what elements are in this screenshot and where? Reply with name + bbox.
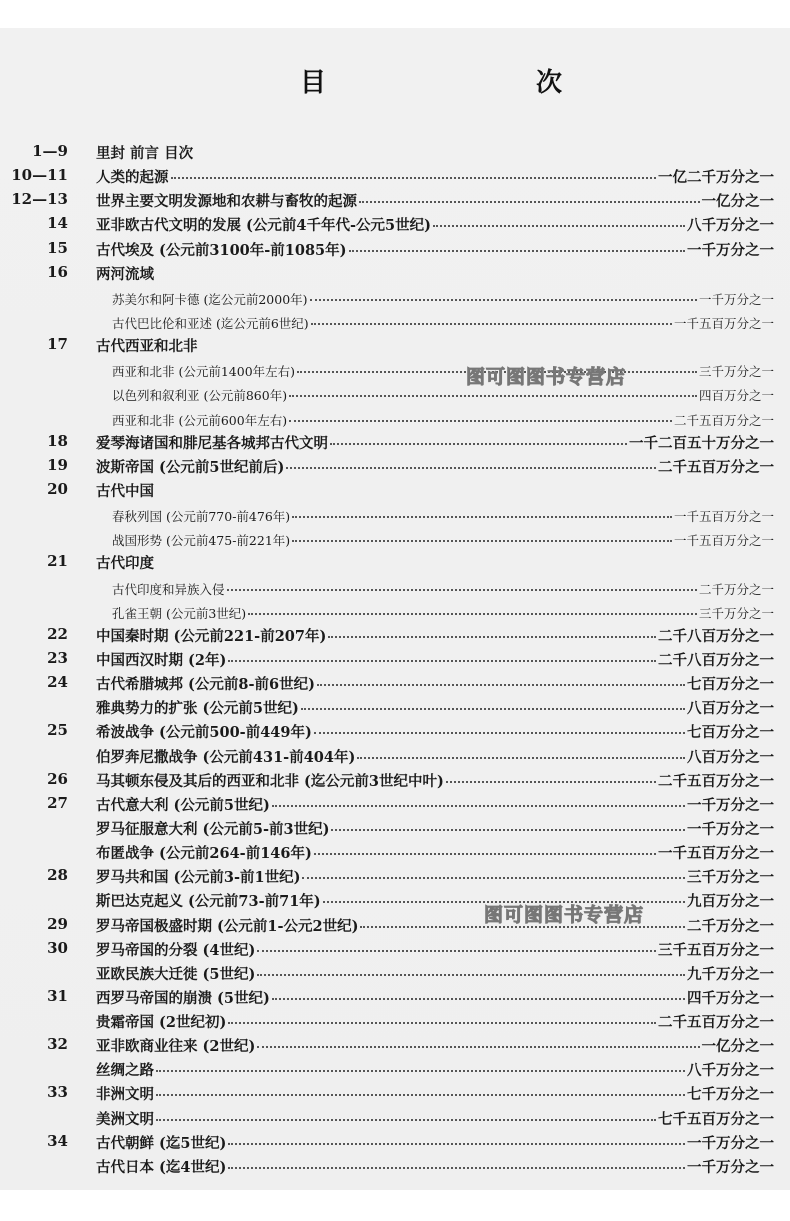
- toc-entry: [96, 939, 774, 960]
- toc-row: [0, 212, 790, 236]
- toc-entry-scale: 一千二百五十万分之一: [629, 434, 774, 452]
- toc-entry-label: 斯巴达克起义 (公元前73-前71年): [96, 893, 321, 911]
- toc-entry: [96, 963, 774, 984]
- toc-entry-scale: 八千万分之一: [687, 1062, 774, 1080]
- toc-entry: [96, 842, 774, 863]
- toc-entry-label: 古代朝鲜 (迄5世纪): [96, 1134, 227, 1152]
- toc-entry-label: 波斯帝国 (公元前5世纪前后): [96, 458, 285, 476]
- toc-row: [0, 768, 790, 792]
- dot-leader: [156, 1069, 685, 1072]
- toc-entry-label: 丝绸之路: [96, 1062, 154, 1080]
- toc-entry-scale: 一千万分之一: [687, 1158, 774, 1176]
- toc-entry: [112, 290, 774, 308]
- toc-entry: [96, 987, 774, 1008]
- toc-entry-scale: 一千万分之一: [687, 820, 774, 838]
- toc-entry-label: 古代意大利 (公元前5世纪): [96, 796, 270, 814]
- toc-row: [0, 792, 790, 816]
- toc-entry-label: 两河流域: [96, 265, 154, 283]
- toc-row: [0, 961, 790, 985]
- toc-row: [0, 285, 790, 309]
- toc-entry: [96, 190, 774, 211]
- title-char-1: 目: [300, 68, 327, 98]
- toc-entry: [96, 697, 774, 718]
- toc-row: [0, 985, 790, 1009]
- toc-entry-scale: 一千万分之一: [687, 1134, 774, 1152]
- toc-entry: [96, 890, 774, 911]
- dot-leader: [272, 997, 685, 1000]
- toc-entry-scale: 九百万分之一: [687, 893, 774, 911]
- toc-entry-label: 以色列和叙利亚 (公元前860年): [112, 388, 288, 404]
- toc-page-number: 14: [47, 214, 68, 233]
- toc-row: [0, 695, 790, 719]
- toc-entry: [96, 818, 774, 839]
- toc-entry-label: 古代中国: [96, 482, 154, 500]
- toc-entry: [112, 580, 774, 598]
- toc-entry: [96, 1108, 774, 1129]
- toc-entry: [96, 673, 774, 694]
- toc-entry-scale: 八百万分之一: [687, 700, 774, 718]
- toc-entry: [112, 507, 774, 525]
- toc-page-number: 28: [47, 866, 68, 885]
- toc-entry-label: 春秋列国 (公元前770-前476年): [112, 509, 291, 525]
- dot-leader: [357, 756, 685, 759]
- toc-entry-label: 伯罗奔尼撒战争 (公元前431-前404年): [96, 748, 356, 766]
- dot-leader: [301, 707, 685, 710]
- toc-page-number: 21: [47, 552, 68, 571]
- toc-entry: [96, 625, 774, 646]
- toc-row: [0, 502, 790, 526]
- dot-leader: [228, 1166, 685, 1169]
- toc-page-number: 27: [47, 793, 68, 812]
- dot-leader: [349, 249, 686, 252]
- toc-page-number: 15: [47, 238, 68, 257]
- toc-entry-label: 西亚和北非 (公元前600年左右): [112, 412, 288, 428]
- toc-entry: [96, 239, 774, 260]
- dot-leader: [228, 1021, 656, 1024]
- toc-entry-scale: 二千八百万分之一: [658, 627, 774, 645]
- toc-entry-label: 古代西亚和北非: [96, 338, 198, 356]
- toc-entry-label: 罗马征服意大利 (公元前5-前3世纪): [96, 820, 330, 838]
- toc-entry-label: 亚欧民族大迁徙 (5世纪): [96, 965, 256, 983]
- toc-entry: [96, 1035, 774, 1056]
- toc-entry-scale: 一亿分之一: [701, 193, 774, 211]
- toc-row: [0, 888, 790, 912]
- dot-leader: [292, 515, 672, 518]
- toc-row: [0, 864, 790, 888]
- dot-leader: [156, 1118, 656, 1121]
- dot-leader: [227, 588, 697, 591]
- toc-entry-label: 亚非欧商业往来 (2世纪): [96, 1038, 256, 1056]
- dot-leader: [317, 683, 685, 686]
- toc-page-number: 34: [47, 1131, 68, 1150]
- toc-entry: [96, 335, 774, 356]
- dot-leader: [248, 612, 697, 615]
- page-title: [0, 62, 790, 102]
- toc-entry-scale: 七千万分之一: [687, 1086, 774, 1104]
- toc-entry-label: 布匿战争 (公元前264-前146年): [96, 845, 312, 863]
- toc-entry-scale: 三千万分之一: [698, 605, 774, 621]
- toc-entry-scale: 二千万分之一: [698, 581, 774, 597]
- dot-leader: [314, 852, 656, 855]
- toc-page-number: 20: [47, 479, 68, 498]
- toc-row: [0, 406, 790, 430]
- toc-page-number: 32: [47, 1035, 68, 1054]
- toc-entry: [96, 1156, 774, 1177]
- toc-row: [0, 1081, 790, 1105]
- toc-entry-label: 希波战争 (公元前500-前449年): [96, 724, 312, 742]
- dot-leader: [272, 804, 685, 807]
- toc-entry-scale: 八百万分之一: [687, 748, 774, 766]
- toc-entry: [96, 480, 774, 501]
- dot-leader: [433, 224, 685, 227]
- toc-entry: [96, 214, 774, 235]
- toc-row: [0, 647, 790, 671]
- toc-row: [0, 478, 790, 502]
- toc-entry-label: 古代印度: [96, 555, 154, 573]
- toc-row: [0, 357, 790, 381]
- toc-entry-label: 战国形势 (公元前475-前221年): [112, 533, 291, 549]
- toc-row: [0, 164, 790, 188]
- toc-entry-label: 古代日本 (迄4世纪): [96, 1158, 227, 1176]
- dot-leader: [310, 298, 697, 301]
- toc-row: [0, 430, 790, 454]
- toc-entry: [96, 746, 774, 767]
- toc-entry-scale: 一千万分之一: [687, 796, 774, 814]
- toc-entry-label: 爱琴海诸国和腓尼基各城邦古代文明: [96, 434, 328, 452]
- toc-page-number: 25: [47, 721, 68, 740]
- toc-entry: [96, 166, 774, 187]
- toc-entry-label: 雅典势力的扩张 (公元前5世纪): [96, 700, 299, 718]
- toc-row: [0, 744, 790, 768]
- toc-entry-scale: 一亿二千万分之一: [658, 169, 774, 187]
- toc-row: [0, 237, 790, 261]
- toc-entry-scale: 二千八百万分之一: [658, 651, 774, 669]
- dot-leader: [331, 828, 685, 831]
- toc-entry-scale: 一亿分之一: [701, 1038, 774, 1056]
- toc-entry: [112, 386, 774, 404]
- toc-page-number: 33: [47, 1083, 68, 1102]
- toc-row: [0, 816, 790, 840]
- toc-entry: [96, 552, 774, 573]
- toc-page-number: 18: [47, 431, 68, 450]
- toc-entry-scale: 三千万分之一: [698, 364, 774, 380]
- toc-entry: [112, 314, 774, 332]
- toc-entry: [96, 263, 774, 284]
- toc-row: [0, 671, 790, 695]
- toc-row: [0, 1154, 790, 1178]
- toc-entry-label: 亚非欧古代文明的发展 (公元前4千年代-公元5世纪): [96, 217, 431, 235]
- toc-entry-label: 里封 前言 目次: [96, 145, 194, 162]
- toc-entry: [96, 1011, 774, 1032]
- toc-entry-scale: 七千五百万分之一: [658, 1110, 774, 1128]
- toc-entry-label: 非洲文明: [96, 1086, 154, 1104]
- watermark-store-2: 图可图图书专营店: [484, 904, 645, 926]
- toc-row: [0, 575, 790, 599]
- toc-entry-label: 古代埃及 (公元前3100年-前1085年): [96, 241, 347, 259]
- toc-entry-scale: 二千万分之一: [687, 917, 774, 935]
- toc-entry-label: 贵霜帝国 (2世纪初): [96, 1014, 227, 1032]
- dot-leader: [156, 1093, 685, 1096]
- toc-entry-label: 古代印度和异族入侵: [112, 581, 225, 597]
- toc-entry-scale: 四千万分之一: [687, 989, 774, 1007]
- dot-leader: [257, 949, 656, 952]
- toc-entry: [96, 432, 774, 453]
- toc-entry-label: 古代希腊城邦 (公元前8-前6世纪): [96, 676, 315, 694]
- toc-entry-label: 美洲文明: [96, 1110, 154, 1128]
- toc-entry-label: 古代巴比伦和亚述 (迄公元前6世纪): [112, 315, 309, 331]
- toc-entry: [96, 721, 774, 742]
- dot-leader: [328, 635, 656, 638]
- toc-page-number: 22: [47, 624, 68, 643]
- toc-entry: [112, 604, 774, 622]
- toc-entry-scale: 一千五百万分之一: [673, 509, 774, 525]
- toc-row: [0, 840, 790, 864]
- toc-entry: [96, 1083, 774, 1104]
- dot-leader: [330, 442, 627, 445]
- toc-entry: [112, 531, 774, 549]
- toc-page-number: 10—11: [11, 166, 68, 185]
- dot-leader: [257, 1045, 699, 1048]
- toc-list: [0, 140, 790, 1178]
- toc-entry: [112, 362, 774, 380]
- toc-row: [0, 1033, 790, 1057]
- toc-row: [0, 913, 790, 937]
- toc-entry-label: 罗马共和国 (公元前3-前1世纪): [96, 869, 301, 887]
- toc-entry-label: 罗马帝国极盛时期 (公元前1-公元2世纪): [96, 917, 359, 935]
- toc-entry-scale: 一千五百万分之一: [658, 845, 774, 863]
- toc-row: [0, 550, 790, 574]
- dot-leader: [292, 539, 672, 542]
- dot-leader: [302, 876, 685, 879]
- toc-row: [0, 381, 790, 405]
- dot-leader: [257, 973, 685, 976]
- toc-entry-label: 中国西汉时期 (2年): [96, 651, 227, 669]
- toc-entry: [96, 649, 774, 670]
- toc-entry-scale: 一千万分之一: [687, 241, 774, 259]
- toc-entry-scale: 二千五百万分之一: [673, 412, 774, 428]
- toc-row: [0, 599, 790, 623]
- toc-entry: [96, 794, 774, 815]
- toc-page-number: 19: [47, 455, 68, 474]
- toc-entry-scale: 一千万分之一: [698, 291, 774, 307]
- dot-leader: [446, 780, 656, 783]
- dot-leader: [314, 731, 685, 734]
- toc-page-number: 26: [47, 769, 68, 788]
- toc-entry-scale: 二千五百万分之一: [658, 458, 774, 476]
- toc-entry-scale: 七百万分之一: [687, 676, 774, 694]
- toc-entry-scale: 四百万分之一: [698, 388, 774, 404]
- toc-entry-scale: 二千五百万分之一: [658, 772, 774, 790]
- toc-page-number: 23: [47, 648, 68, 667]
- toc-entry: [96, 142, 774, 163]
- toc-row: [0, 261, 790, 285]
- toc-entry-label: 中国秦时期 (公元前221-前207年): [96, 627, 327, 645]
- toc-entry: [96, 456, 774, 477]
- toc-row: [0, 526, 790, 550]
- toc-entry: [112, 411, 774, 429]
- toc-entry-scale: 一千五百万分之一: [673, 533, 774, 549]
- toc-entry-label: 孔雀王朝 (公元前3世纪): [112, 605, 247, 621]
- dot-leader: [311, 322, 672, 325]
- toc-page-number: 30: [47, 938, 68, 957]
- toc-row: [0, 188, 790, 212]
- toc-row: [0, 1009, 790, 1033]
- dot-leader: [171, 176, 657, 179]
- toc-entry-label: 西亚和北非 (公元前1400年左右): [112, 364, 296, 380]
- toc-entry-label: 世界主要文明发源地和农耕与畜牧的起源: [96, 193, 357, 211]
- toc-entry: [96, 1132, 774, 1153]
- toc-entry-scale: 九千万分之一: [687, 965, 774, 983]
- dot-leader: [289, 419, 672, 422]
- toc-row: [0, 623, 790, 647]
- toc-entry: [96, 770, 774, 791]
- toc-entry-scale: 八千万分之一: [687, 217, 774, 235]
- toc-row: [0, 309, 790, 333]
- toc-entry-scale: 一千五百万分之一: [673, 315, 774, 331]
- toc-entry-scale: 七百万分之一: [687, 724, 774, 742]
- toc-row: [0, 719, 790, 743]
- toc-entry-label: 罗马帝国的分裂 (4世纪): [96, 941, 256, 959]
- toc-entry-scale: 二千五百万分之一: [658, 1014, 774, 1032]
- toc-page-number: 24: [47, 673, 68, 692]
- toc-page-number: 29: [47, 914, 68, 933]
- toc-page-number: 12—13: [11, 190, 68, 209]
- toc-row: [0, 1130, 790, 1154]
- toc-entry-scale: 三千五百万分之一: [658, 941, 774, 959]
- toc-page-number: 16: [47, 262, 68, 281]
- dot-leader: [289, 394, 697, 397]
- toc-entry-label: 苏美尔和阿卡德 (迄公元前2000年): [112, 291, 308, 307]
- toc-page-number: 1—9: [32, 142, 68, 160]
- dot-leader: [359, 200, 700, 203]
- toc-entry: [96, 1059, 774, 1080]
- dot-leader: [228, 1142, 685, 1145]
- toc-row: [0, 333, 790, 357]
- toc-page-number: 31: [47, 986, 68, 1005]
- title-char-2: 次: [536, 68, 563, 98]
- toc-entry: [96, 915, 774, 936]
- toc-row: [0, 937, 790, 961]
- toc-entry-label: 马其顿东侵及其后的西亚和北非 (迄公元前3世纪中叶): [96, 772, 444, 790]
- toc-entry-label: 人类的起源: [96, 169, 169, 187]
- dot-leader: [286, 466, 656, 469]
- toc-page-number: 17: [47, 335, 68, 354]
- toc-row: [0, 140, 790, 164]
- toc-row: [0, 1106, 790, 1130]
- toc-row: [0, 1057, 790, 1081]
- dot-leader: [228, 659, 656, 662]
- toc-entry-scale: 三千万分之一: [687, 869, 774, 887]
- toc-entry-label: 西罗马帝国的崩溃 (5世纪): [96, 989, 270, 1007]
- toc-entry: [96, 866, 774, 887]
- toc-row: [0, 454, 790, 478]
- watermark-store-1: 图可图图书专营店: [466, 366, 627, 388]
